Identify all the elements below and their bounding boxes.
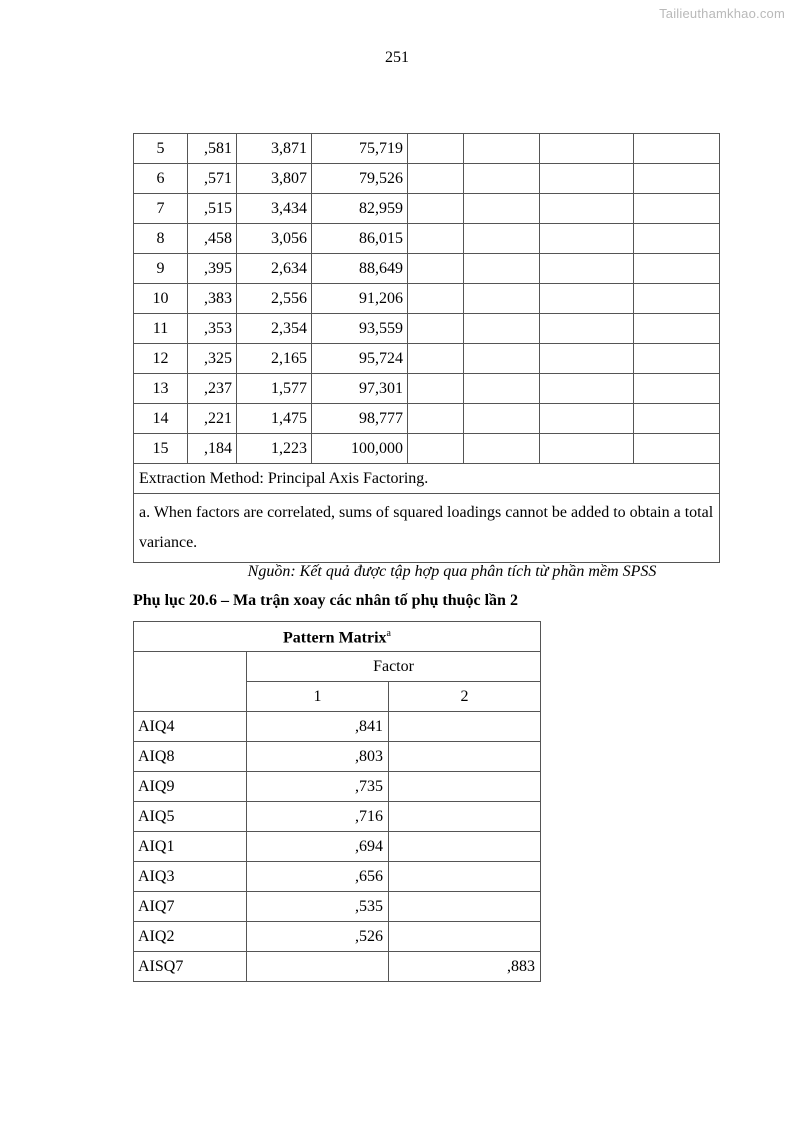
percent-variance-cell: 2,634 <box>237 254 312 284</box>
empty-cell <box>464 194 540 224</box>
empty-cell <box>408 194 464 224</box>
empty-cell <box>540 224 634 254</box>
empty-cell <box>464 314 540 344</box>
pattern-matrix-table <box>133 621 541 982</box>
factor-2-loading-cell <box>389 832 541 862</box>
percent-variance-cell: 1,577 <box>237 374 312 404</box>
factor-number-cell: 12 <box>134 344 188 374</box>
table-row <box>134 772 541 802</box>
empty-cell <box>634 164 720 194</box>
percent-variance-cell: 3,871 <box>237 134 312 164</box>
empty-cell <box>634 284 720 314</box>
factor-1-loading-cell: ,716 <box>247 802 389 832</box>
empty-cell <box>540 434 634 464</box>
pattern-matrix-title-sup: a <box>386 628 391 640</box>
empty-cell <box>408 374 464 404</box>
factor-2-loading-cell <box>389 802 541 832</box>
factor-number-cell: 6 <box>134 164 188 194</box>
cumulative-percent-cell: 91,206 <box>312 284 408 314</box>
cumulative-percent-cell: 75,719 <box>312 134 408 164</box>
empty-cell <box>540 404 634 434</box>
table-row <box>134 404 720 434</box>
pattern-matrix-title-text: Pattern Matrix <box>283 629 387 647</box>
percent-variance-cell: 2,165 <box>237 344 312 374</box>
table-row <box>134 862 541 892</box>
empty-cell <box>464 434 540 464</box>
factor-1-loading-cell: ,735 <box>247 772 389 802</box>
item-label-cell: AISQ7 <box>134 952 247 982</box>
eigenvalue-cell: ,237 <box>188 374 237 404</box>
factor-number-cell: 8 <box>134 224 188 254</box>
eigenvalue-cell: ,581 <box>188 134 237 164</box>
empty-corner-cell <box>134 652 247 712</box>
empty-cell <box>540 374 634 404</box>
total-variance-table <box>133 133 720 563</box>
factor-1-loading-cell: ,694 <box>247 832 389 862</box>
empty-cell <box>634 434 720 464</box>
factor-2-loading-cell <box>389 862 541 892</box>
empty-cell <box>540 314 634 344</box>
percent-variance-cell: 1,475 <box>237 404 312 434</box>
cumulative-percent-cell: 95,724 <box>312 344 408 374</box>
empty-cell <box>408 224 464 254</box>
table-row <box>134 922 541 952</box>
eigenvalue-cell: ,515 <box>188 194 237 224</box>
table-row <box>134 134 720 164</box>
item-label-cell: AIQ7 <box>134 892 247 922</box>
factor-number-cell: 7 <box>134 194 188 224</box>
table-row <box>134 434 720 464</box>
factor-number-cell: 5 <box>134 134 188 164</box>
page-number: 251 <box>385 49 409 66</box>
empty-cell <box>634 254 720 284</box>
factor-1-loading-cell: ,656 <box>247 862 389 892</box>
table-row <box>134 892 541 922</box>
cumulative-percent-cell: 98,777 <box>312 404 408 434</box>
factor-number-cell: 9 <box>134 254 188 284</box>
percent-variance-cell: 3,434 <box>237 194 312 224</box>
table-row <box>134 952 541 982</box>
empty-cell <box>408 434 464 464</box>
factor-2-loading-cell: ,883 <box>389 952 541 982</box>
empty-cell <box>464 164 540 194</box>
factor-2-loading-cell <box>389 742 541 772</box>
empty-cell <box>540 194 634 224</box>
factor-header: Factor <box>247 652 541 682</box>
percent-variance-cell: 3,807 <box>237 164 312 194</box>
eigenvalue-cell: ,325 <box>188 344 237 374</box>
item-label-cell: AIQ9 <box>134 772 247 802</box>
factor-number-cell: 14 <box>134 404 188 434</box>
eigenvalue-cell: ,221 <box>188 404 237 434</box>
factor-2-loading-cell <box>389 892 541 922</box>
table-row <box>134 254 720 284</box>
item-label-cell: AIQ5 <box>134 802 247 832</box>
empty-cell <box>464 224 540 254</box>
eigenvalue-cell: ,383 <box>188 284 237 314</box>
item-label-cell: AIQ3 <box>134 862 247 892</box>
empty-cell <box>634 314 720 344</box>
table-row <box>134 284 720 314</box>
variance-footnote: a. When factors are correlated, sums of squared loadings cannot be added to obtain a total variance. <box>134 494 720 563</box>
pattern-matrix-title <box>134 622 541 652</box>
eigenvalue-cell: ,353 <box>188 314 237 344</box>
factor-col-2-header: 2 <box>389 682 541 712</box>
empty-cell <box>464 284 540 314</box>
eigenvalue-cell: ,571 <box>188 164 237 194</box>
factor-number-cell: 13 <box>134 374 188 404</box>
eigenvalue-cell: ,184 <box>188 434 237 464</box>
empty-cell <box>408 284 464 314</box>
empty-cell <box>464 134 540 164</box>
factor-1-loading-cell: ,526 <box>247 922 389 952</box>
factor-2-loading-cell <box>389 772 541 802</box>
cumulative-percent-cell: 82,959 <box>312 194 408 224</box>
empty-cell <box>408 314 464 344</box>
empty-cell <box>408 164 464 194</box>
factor-1-loading-cell: ,841 <box>247 712 389 742</box>
factor-2-loading-cell <box>389 922 541 952</box>
item-label-cell: AIQ2 <box>134 922 247 952</box>
factor-number-cell: 10 <box>134 284 188 314</box>
factor-col-1-header: 1 <box>247 682 389 712</box>
extraction-method-note: Extraction Method: Principal Axis Factoring. <box>134 464 720 494</box>
item-label-cell: AIQ8 <box>134 742 247 772</box>
table-row <box>134 832 541 862</box>
empty-cell <box>634 134 720 164</box>
appendix-title: Phụ lục 20.6 – Ma trận xoay các nhân tố phụ thuộc lần 2 <box>133 592 518 609</box>
factor-number-cell: 11 <box>134 314 188 344</box>
empty-cell <box>540 344 634 374</box>
cumulative-percent-cell: 93,559 <box>312 314 408 344</box>
table-row <box>134 742 541 772</box>
empty-cell <box>408 344 464 374</box>
empty-cell <box>634 344 720 374</box>
eigenvalue-cell: ,395 <box>188 254 237 284</box>
factor-1-loading-cell: ,803 <box>247 742 389 772</box>
table-row <box>134 314 720 344</box>
empty-cell <box>634 224 720 254</box>
table-row <box>134 194 720 224</box>
percent-variance-cell: 3,056 <box>237 224 312 254</box>
empty-cell <box>464 344 540 374</box>
watermark: Tailieuthamkhao.com <box>659 6 785 21</box>
table-row <box>134 802 541 832</box>
empty-cell <box>464 374 540 404</box>
item-label-cell: AIQ4 <box>134 712 247 742</box>
factor-number-cell: 15 <box>134 434 188 464</box>
percent-variance-cell: 2,556 <box>237 284 312 314</box>
empty-cell <box>540 134 634 164</box>
empty-cell <box>408 404 464 434</box>
item-label-cell: AIQ1 <box>134 832 247 862</box>
table-row <box>134 374 720 404</box>
table-row <box>134 344 720 374</box>
percent-variance-cell: 2,354 <box>237 314 312 344</box>
factor-1-loading-cell: ,535 <box>247 892 389 922</box>
cumulative-percent-cell: 88,649 <box>312 254 408 284</box>
percent-variance-cell: 1,223 <box>237 434 312 464</box>
table-row <box>134 164 720 194</box>
cumulative-percent-cell: 79,526 <box>312 164 408 194</box>
table-row <box>134 712 541 742</box>
cumulative-percent-cell: 86,015 <box>312 224 408 254</box>
cumulative-percent-cell: 97,301 <box>312 374 408 404</box>
empty-cell <box>408 254 464 284</box>
empty-cell <box>464 404 540 434</box>
eigenvalue-cell: ,458 <box>188 224 237 254</box>
table-row <box>134 224 720 254</box>
empty-cell <box>540 254 634 284</box>
empty-cell <box>634 194 720 224</box>
empty-cell <box>408 134 464 164</box>
empty-cell <box>540 164 634 194</box>
factor-2-loading-cell <box>389 712 541 742</box>
cumulative-percent-cell: 100,000 <box>312 434 408 464</box>
source-note: Nguồn: Kết quả được tập hợp qua phân tích từ phần mềm SPSS <box>247 563 657 580</box>
empty-cell <box>634 404 720 434</box>
empty-cell <box>464 254 540 284</box>
empty-cell <box>634 374 720 404</box>
empty-cell <box>540 284 634 314</box>
factor-1-loading-cell <box>247 952 389 982</box>
